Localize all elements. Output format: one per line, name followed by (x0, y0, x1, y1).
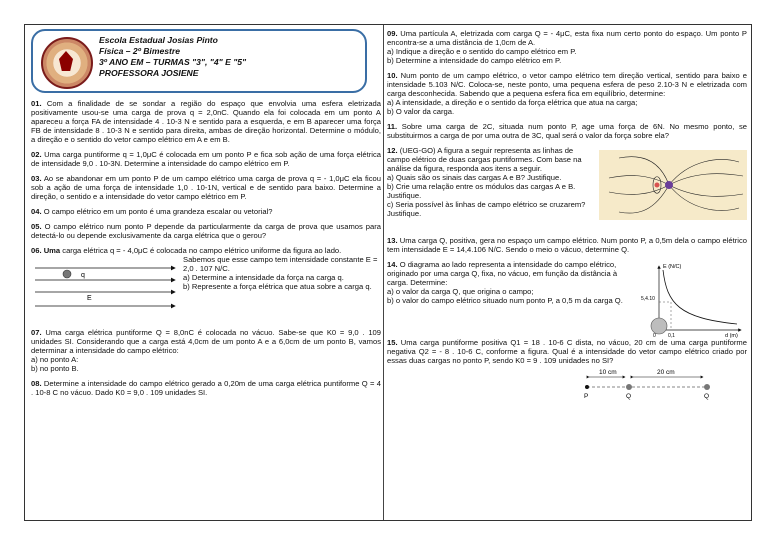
header-box (31, 29, 367, 93)
item-a: a) Quais são os sinais das cargas A e B? Justifique. (387, 173, 562, 182)
question-08 (31, 379, 381, 397)
item-b: b) Crie uma relação entre os módulos das cargas A e B. Justifique. (387, 182, 576, 200)
question-number: 11. (387, 122, 398, 131)
distance-label-1: 10 cm (599, 369, 617, 376)
left-column (31, 25, 381, 397)
question-text: Uma carga puntiforme positiva Q1 = 18 . 10-6 C dista, no vácuo, 20 cm de uma carga puntiforme negativa Q2 = - 8 . 10-6 C, conforme a figura. Qual é a intensidade do vetor campo elétrico criado por essas duas cargas no ponto P, sendo K0 = 9 . 109 unidades no SI? (387, 338, 747, 365)
school-seal-icon (41, 37, 93, 89)
school-name: Escola Estadual Josias Pinto (99, 35, 218, 45)
item-b: b) O valor da carga. (387, 107, 455, 116)
question-number: 07. (31, 328, 42, 337)
item-a: a) A intensidade, a direção e o sentido da força elétrica que atua na carga; (387, 98, 638, 107)
field-lines-figure (599, 150, 747, 220)
charge-b-icon (655, 183, 660, 188)
column-divider (383, 25, 384, 520)
question-05 (31, 222, 381, 240)
item-b: b) o valor do campo elétrico situado num ponto P, a 0,5 m da carga Q. (387, 296, 623, 305)
question-text: O campo elétrico em um ponto é uma grandeza escalar ou vetorial? (43, 207, 273, 216)
teacher-line: PROFESSORA JOSIENE (99, 68, 199, 78)
item-a: a) Indique a direção e o sentido do campo elétrico em P. (387, 47, 577, 56)
question-14 (387, 260, 747, 338)
item-a: a) o valor da carga Q, que origina o campo; (387, 287, 534, 296)
question-number: 14. (387, 260, 398, 269)
question-number: 08. (31, 379, 42, 388)
question-lead: Uma (43, 246, 61, 255)
classes-line: 3º ANO EM – TURMAS "3", "4" E "5" (99, 57, 247, 67)
question-number: 15. (387, 338, 398, 347)
question-text: Uma carga Q, positiva, gera no espaço um campo elétrico. Num ponto P, a 0,5m dela o campo elétrico tem intensidade E = 14,4.106 N/C. Sendo o meio o vácuo, determine Q. (387, 236, 747, 254)
question-number: 12. (387, 146, 398, 155)
question-text: Sobre uma carga de 2C, situada num ponto P, age uma força de 6N. No mesmo ponto, se substituirmos a carga de por uma outra de 3C, qual será o valor da força sobre ela? (387, 122, 747, 140)
question-text: (UEG-GO) A figura a seguir representa as linhas de campo elétrico de duas cargas puntiformes. Com base na análise da figura, responda aos itens a seguir. (387, 146, 582, 173)
distance-label-2: 20 cm (657, 369, 675, 376)
question-09 (387, 29, 747, 47)
question-number: 04. (31, 207, 42, 216)
question-number: 10. (387, 71, 398, 80)
question-13 (387, 236, 747, 254)
graph-x-tick: 0,1 (668, 333, 675, 338)
page-frame (24, 24, 752, 521)
label-q1: Q (626, 393, 632, 400)
charge-label: q (81, 272, 85, 279)
question-10 (387, 71, 747, 98)
question-04 (31, 207, 381, 216)
question-text: Num ponto de um campo elétrico, o vetor campo elétrico tem direção vertical, sentido para baixo e intensidade 5.103 N/C. Coloca-se, neste ponto, uma pequena esfera de peso 2.10-3 N e eletrizada com carga desconhecida. Sabendo que a pequena esfera fica em equilíbrio, determine: (387, 71, 747, 98)
question-text: Uma carga elétrica puntiforme Q = 8,0nC é colocada no vácuo. Sabe-se que K0 = 9,0 . 109 unidades SI. Considerando que a carga está 4,0cm de um ponto A e a 6,0cm de um ponto B, vamos determinar a intensidade do campo elétrico: (31, 328, 381, 355)
question-07 (31, 328, 381, 355)
question-01 (31, 99, 381, 144)
question-number: 06. (31, 246, 42, 255)
question-number: 03. (31, 174, 42, 183)
question-text: O diagrama ao lado representa a intensidade do campo elétrico, originado por uma carga Q, fixa, no vácuo, em função da distância à carga. Determine: (387, 260, 618, 287)
question-number: 09. (387, 29, 398, 38)
right-column (387, 29, 747, 401)
question-number: 13. (387, 236, 398, 245)
item-c: c) Seria possível às linhas de campo elétrico se cruzarem? Justifique. (387, 200, 586, 218)
charge-q2-icon (704, 384, 710, 390)
label-p: P (584, 393, 589, 400)
question-text: Com a finalidade de se sondar a região do espaço que envolvia uma esfera eletrizada positivamente usou-se uma carga de prova q = 2,0nC. Quando ela foi colocada em um ponto A apareceu a força FA de intensidade 4 . 10-3 N e sentido para a esquerda, e em B aparecer uma força FB de intensidade 8 . 10-3 N e sentido para direita, ambas de direção horizontal. Determine o módulo, a direção e o sentido do vetor campo elétrico em A e em B. (31, 99, 381, 144)
question-15 (387, 338, 747, 401)
question-12 (387, 146, 747, 230)
graph-y-tick: 5,4.10 (641, 296, 655, 302)
charge-q (63, 270, 71, 278)
charge-q-icon (651, 318, 667, 334)
question-02 (31, 150, 381, 168)
graph-x-label: d (m) (725, 333, 738, 338)
field-vs-distance-graph (641, 260, 745, 338)
graph-y-label: E (N/C) (663, 264, 682, 270)
charge-a-icon (665, 181, 673, 189)
question-text: Uma partícula A, eletrizada com carga Q = - 4μC, esta fixa num certo ponto do espaço. Um ponto P encontra-se a uma distância de 1,0cm de A. (387, 29, 747, 47)
question-06 (31, 246, 381, 322)
item-b: b) Represente a força elétrica que atua sobre a carga q. (183, 282, 372, 291)
charge-q1-icon (626, 384, 632, 390)
question-text: Uma carga puntiforme q = 1,0μC é colocada em um ponto P e fica sob ação de uma força elétrica de intensidade 9,0 . 10-3N. Determine a intensidade do campo elétrico em P. (31, 150, 381, 168)
uniform-field-figure (31, 260, 181, 318)
charges-distance-figure (577, 367, 727, 401)
question-text: O campo elétrico num ponto P depende da particularmente da carga de prova que usamos para detectá-lo ou depende exclusivamente da carga elétrica que o gerou? (31, 222, 381, 240)
question-number: 02. (31, 150, 42, 159)
graph-origin: 0 (653, 333, 656, 338)
question-number: 05. (31, 222, 42, 231)
item-b: b) no ponto B. (31, 364, 79, 373)
question-03 (31, 174, 381, 201)
point-p (585, 385, 589, 389)
label-q2: Q (704, 393, 710, 400)
header-text (99, 35, 246, 79)
item-b: b) Determine a intensidade do campo elétrico em P. (387, 56, 562, 65)
question-11 (387, 122, 747, 140)
question-text: carga elétrica q = - 4,0μC é colocada no campo elétrico uniforme da figura ao lado. (62, 246, 342, 255)
field-label: E (87, 295, 92, 302)
question-text: Ao se abandonar em um ponto P de um campo elétrico uma carga de prova q = - 1,0μC ela ficou sob a ação de uma força de intensidade 1,0 . 10-1N, vertical e de sentido para baixo. Determine a direção, o sentido e a intensidade do vetor campo elétrico em P. (31, 174, 381, 201)
question-text-cont: Sabemos que esse campo tem intensidade constante E = 2,0 . 107 N/C. (183, 255, 378, 273)
subject-line: Física – 2º Bimestre (99, 46, 181, 56)
question-number: 01. (31, 99, 42, 108)
field-lines-drawing (599, 150, 747, 220)
item-a: a) Determine a intensidade da força na carga q. (183, 273, 344, 282)
item-a: a) no ponto A: (31, 355, 79, 364)
question-text: Determine a intensidade do campo elétrico gerado a 0,20m de uma carga elétrica puntiforme Q = 4 . 10-8 C no vácuo. Dado K0 = 9,0 . 109 unidades SI. (31, 379, 381, 397)
